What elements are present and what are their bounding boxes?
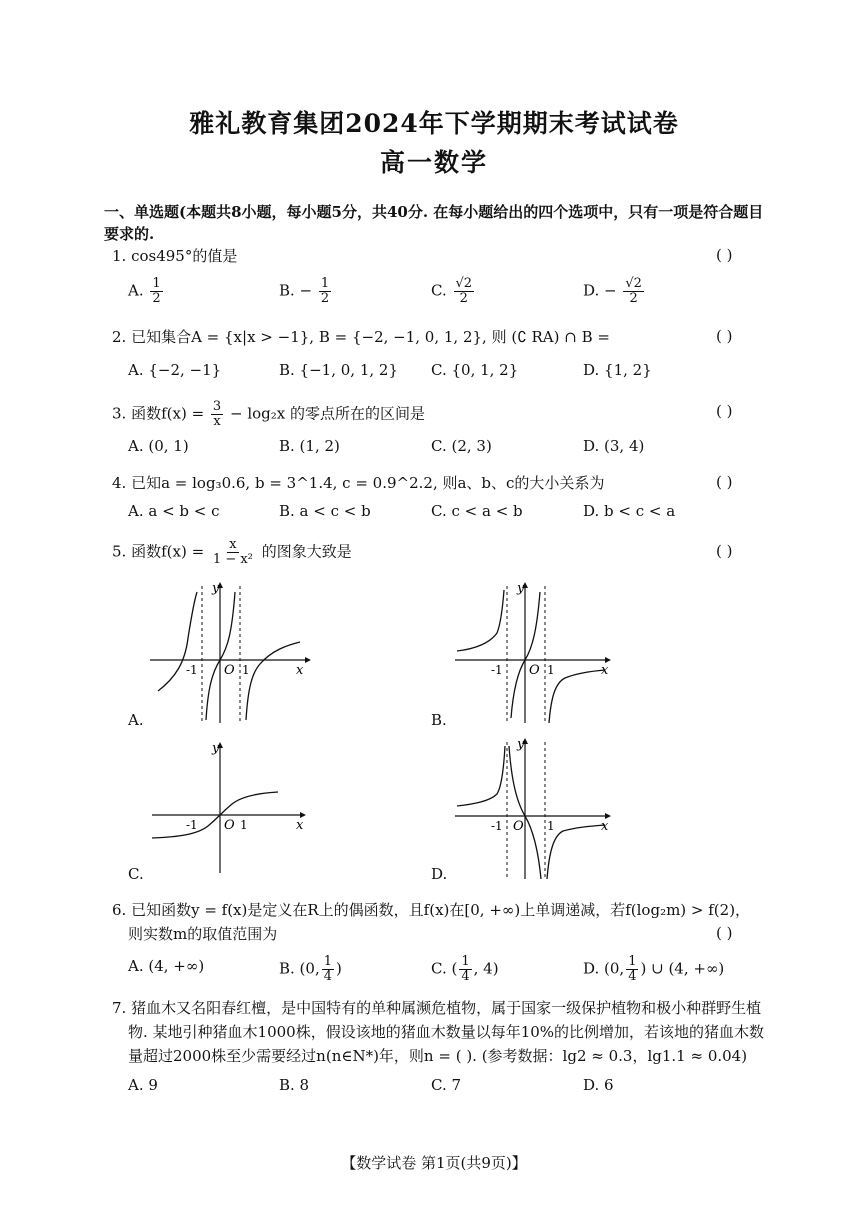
q4-option-b: B. a < c < b bbox=[279, 502, 371, 520]
q2-option-d: D. {1, 2} bbox=[583, 361, 652, 379]
q6-option-b: B. (0, $\frac{1}{4}$ ) bbox=[279, 954, 342, 984]
q5-label-c: C. bbox=[128, 865, 144, 883]
page-subtitle: 高一数学 bbox=[379, 148, 488, 177]
q5-label-d: D. bbox=[431, 865, 448, 883]
q5-d-neg-one: -1 bbox=[491, 819, 503, 833]
q5-d-y-label: y bbox=[517, 737, 525, 752]
q5-a-y-label: y bbox=[212, 581, 220, 596]
q5-c-x-label: x bbox=[296, 818, 304, 833]
q6-line1: 6. 已知函数y = f(x)是定义在R上的偶函数，且f(x)在[0, +∞)上单调递减，若f(log₂m) > f(2)， bbox=[112, 901, 751, 919]
q2-option-c: C. {0, 1, 2} bbox=[431, 361, 519, 379]
page-title: 雅礼教育集团2024年下学期期末考试试卷 bbox=[189, 109, 679, 138]
q4-option-d: D. b < c < a bbox=[583, 502, 676, 520]
q5-graph-b bbox=[445, 578, 625, 728]
q6-answer-paren: ( ) bbox=[716, 924, 733, 942]
q3-option-b: B. (1, 2) bbox=[279, 437, 340, 455]
q5-a-origin-label: O bbox=[224, 663, 235, 678]
q6-option-d: D. (0, $\frac{1}{4}$ ) ∪ (4, +∞) bbox=[583, 954, 725, 984]
q5-a-neg-one: -1 bbox=[186, 663, 198, 677]
q2-option-b: B. {−1, 0, 1, 2} bbox=[279, 361, 398, 379]
q6-line2: 则实数m的取值范围为 bbox=[128, 925, 278, 943]
q5-b-origin-label: O bbox=[529, 663, 540, 678]
q7-option-d: D. 6 bbox=[583, 1076, 614, 1094]
q2-answer-paren: ( ) bbox=[716, 327, 733, 345]
q1-answer-paren: ( ) bbox=[716, 246, 733, 264]
q5-graph-d bbox=[445, 734, 625, 884]
q3-option-d: D. (3, 4) bbox=[583, 437, 645, 455]
q7-option-a: A. 9 bbox=[128, 1076, 158, 1094]
q5-d-x-label: x bbox=[601, 819, 609, 834]
q1-option-b: B. − $\frac{1}{2}$ bbox=[279, 276, 330, 306]
q5-b-neg-one: -1 bbox=[491, 663, 503, 677]
q5-c-one: 1 bbox=[240, 818, 248, 832]
q1-option-d: D. − $\frac{√2}{2}$ bbox=[583, 276, 642, 306]
q5-d-one: 1 bbox=[547, 819, 555, 833]
q1-stem: 1. cos495°的值是 bbox=[112, 247, 238, 265]
q5-label-b: B. bbox=[431, 711, 447, 729]
q6-option-a: A. (4, +∞) bbox=[128, 957, 205, 975]
q7-option-b: B. 8 bbox=[279, 1076, 310, 1094]
q7-line1: 7. 猪血木又名阳春红檀，是中国特有的单种属濒危植物，属于国家一级保护植物和极小种群野生植 bbox=[112, 999, 762, 1017]
q5-stem: 5. 函数f(x) = $\frac{x}{\text{1 − x²}}$ 的图象大致是 bbox=[112, 537, 352, 567]
q6-option-c: C. ( $\frac{1}{4}$ , 4) bbox=[431, 954, 499, 984]
q3-answer-paren: ( ) bbox=[716, 402, 733, 420]
q5-a-x-label: x bbox=[296, 663, 304, 678]
q1-option-c: C. $\frac{√2}{2}$ bbox=[431, 276, 473, 306]
q4-option-c: C. c < a < b bbox=[431, 502, 523, 520]
q5-c-y-label: y bbox=[212, 741, 220, 756]
section-heading-line2: 要求的. bbox=[104, 225, 155, 243]
q5-b-x-label: x bbox=[601, 663, 609, 678]
q4-option-a: A. a < b < c bbox=[128, 502, 220, 520]
q2-stem: 2. 已知集合A = {x|x > −1}, B = {−2, −1, 0, 1, 2}, 则 (∁ RA) ∩ B = bbox=[112, 328, 610, 346]
q4-answer-paren: ( ) bbox=[716, 473, 733, 491]
section-heading-line1: 一、单选题(本题共8小题，每小题5分，共40分. 在每小题给出的四个选项中，只有一项是符合题目 bbox=[104, 203, 764, 221]
q5-graph-a bbox=[140, 578, 320, 728]
q4-stem: 4. 已知a = log₃0.6, b = 3^1.4, c = 0.9^2.2, 则a、b、c的大小关系为 bbox=[112, 474, 605, 492]
q7-line3: 量超过2000株至少需要经过n(n∈N*)年，则n = ( ). (参考数据：lg2 ≈ 0.3，lg1.1 ≈ 0.04) bbox=[128, 1047, 748, 1065]
q5-a-one: 1 bbox=[242, 663, 250, 677]
q5-c-origin-label: O bbox=[224, 818, 235, 833]
q5-b-one: 1 bbox=[547, 663, 555, 677]
q7-option-c: C. 7 bbox=[431, 1076, 462, 1094]
q5-answer-paren: ( ) bbox=[716, 542, 733, 560]
q5-d-origin-label: O bbox=[513, 819, 524, 834]
q5-graph-c bbox=[140, 738, 320, 878]
page-footer: 【数学试卷 第1页(共9页)】 bbox=[341, 1154, 527, 1172]
q3-option-a: A. (0, 1) bbox=[128, 437, 189, 455]
q7-line2: 物. 某地引种猪血木1000株，假设该地的猪血木数量以每年10%的比例增加，若该地的猪血木数 bbox=[128, 1023, 765, 1041]
q5-label-a: A. bbox=[128, 711, 144, 729]
q1-option-a: A. $\frac{1}{2}$ bbox=[128, 276, 161, 306]
q3-option-c: C. (2, 3) bbox=[431, 437, 492, 455]
q2-option-a: A. {−2, −1} bbox=[128, 361, 222, 379]
q3-stem: 3. 函数f(x) = $\frac{3}{x}$ − log₂x 的零点所在的区间是 bbox=[112, 399, 425, 429]
q5-c-neg-one: -1 bbox=[186, 818, 198, 832]
q5-b-y-label: y bbox=[517, 581, 525, 596]
